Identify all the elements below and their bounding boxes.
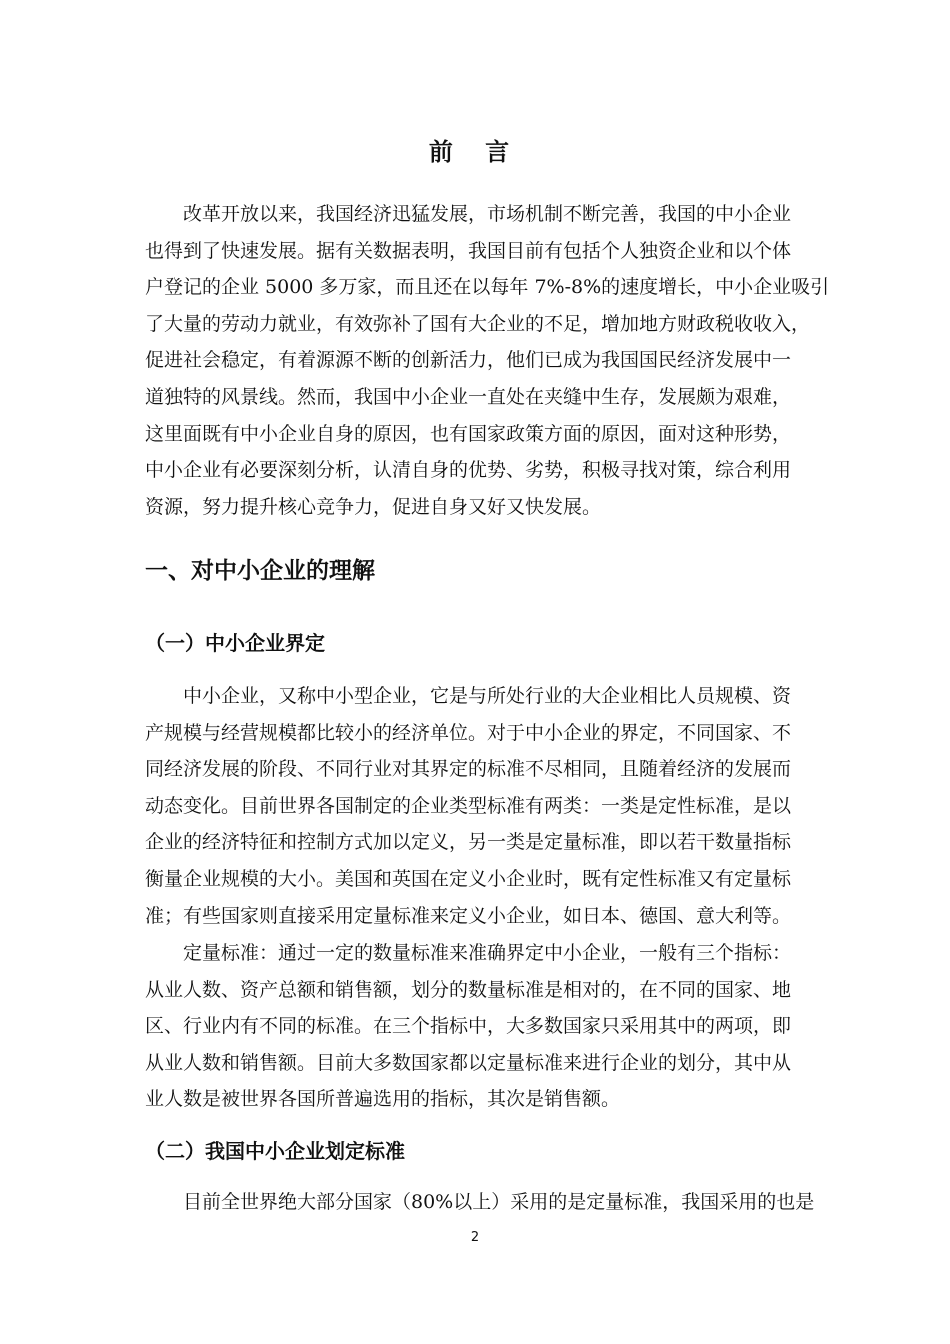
text-line: 企业的经济特征和控制方式加以定义，另一类是定量标准，即以若干数量指标: [145, 831, 792, 854]
text-line: 这里面既有中小企业自身的原因，也有国家政策方面的原因，面对这种形势，: [145, 422, 792, 445]
definition-paragraph: [145, 678, 820, 934]
text-line: 户登记的企业 5000 多万家，而且还在以每年 7%-8%的速度增长，中小企业吸引: [145, 276, 830, 299]
text-line: 衡量企业规模的大小。美国和英国在定义小企业时，既有定性标准又有定量标: [145, 867, 792, 890]
text-line: 中小企业，又称中小型企业，它是与所处行业的大企业相比人员规模、资: [183, 685, 792, 707]
text-line: 中小企业有必要深刻分析，认清自身的优势、劣势，积极寻找对策，综合利用: [145, 459, 792, 482]
text-line: 从业人数、资产总额和销售额，划分的数量标准是相对的，在不同的国家、地: [145, 978, 792, 1001]
section-heading: 一、对中小企业的理解: [145, 558, 375, 584]
text-line: 同经济发展的阶段、不同行业对其界定的标准不尽相同，且随着经济的发展而: [145, 758, 792, 781]
text-line: 资源，努力提升核心竞争力，促进自身又好又快发展。: [145, 495, 602, 518]
preface-paragraph: [145, 196, 830, 525]
text-line: 产规模与经营规模都比较小的经济单位。对于中小企业的界定，不同国家、不: [145, 721, 792, 744]
text-line: 区、行业内有不同的标准。在三个指标中，大多数国家只采用其中的两项，即: [145, 1015, 792, 1038]
page-title: 前 言: [428, 138, 522, 166]
text-line: 了大量的劳动力就业，有效弥补了国有大企业的不足，增加地方财政税收收入，: [145, 312, 811, 335]
text-line: 改革开放以来，我国经济迅猛发展，市场机制不断完善，我国的中小企业: [183, 203, 792, 225]
text-line: 动态变化。目前世界各国制定的企业类型标准有两类：一类是定性标准，是以: [145, 794, 792, 817]
text-line: 目前全世界绝大部分国家（80%以上）采用的是定量标准，我国采用的也是: [183, 1191, 815, 1213]
quantitative-paragraph: [145, 935, 820, 1118]
text-line: 促进社会稳定，有着源源不断的创新活力，他们已成为我国国民经济发展中一: [145, 349, 792, 372]
standard-paragraph: [145, 1184, 820, 1221]
text-line: 业人数是被世界各国所普遍选用的指标，其次是销售额。: [145, 1088, 621, 1111]
subsection-heading: （二）我国中小企业划定标准: [145, 1139, 405, 1163]
subsection-heading: （一）中小企业界定: [145, 631, 325, 655]
page-number: 2: [470, 1230, 480, 1245]
text-line: 准；有些国家则直接采用定量标准来定义小企业，如日本、德国、意大利等。: [145, 904, 792, 927]
text-line: 从业人数和销售额。目前大多数国家都以定量标准来进行企业的划分，其中从: [145, 1051, 792, 1074]
text-line: 定量标准：通过一定的数量标准来准确界定中小企业，一般有三个指标：: [183, 942, 792, 964]
text-line: 道独特的风景线。然而，我国中小企业一直处在夹缝中生存，发展颇为艰难，: [145, 385, 792, 408]
text-line: 也得到了快速发展。据有关数据表明，我国目前有包括个人独资企业和以个体: [145, 239, 792, 262]
